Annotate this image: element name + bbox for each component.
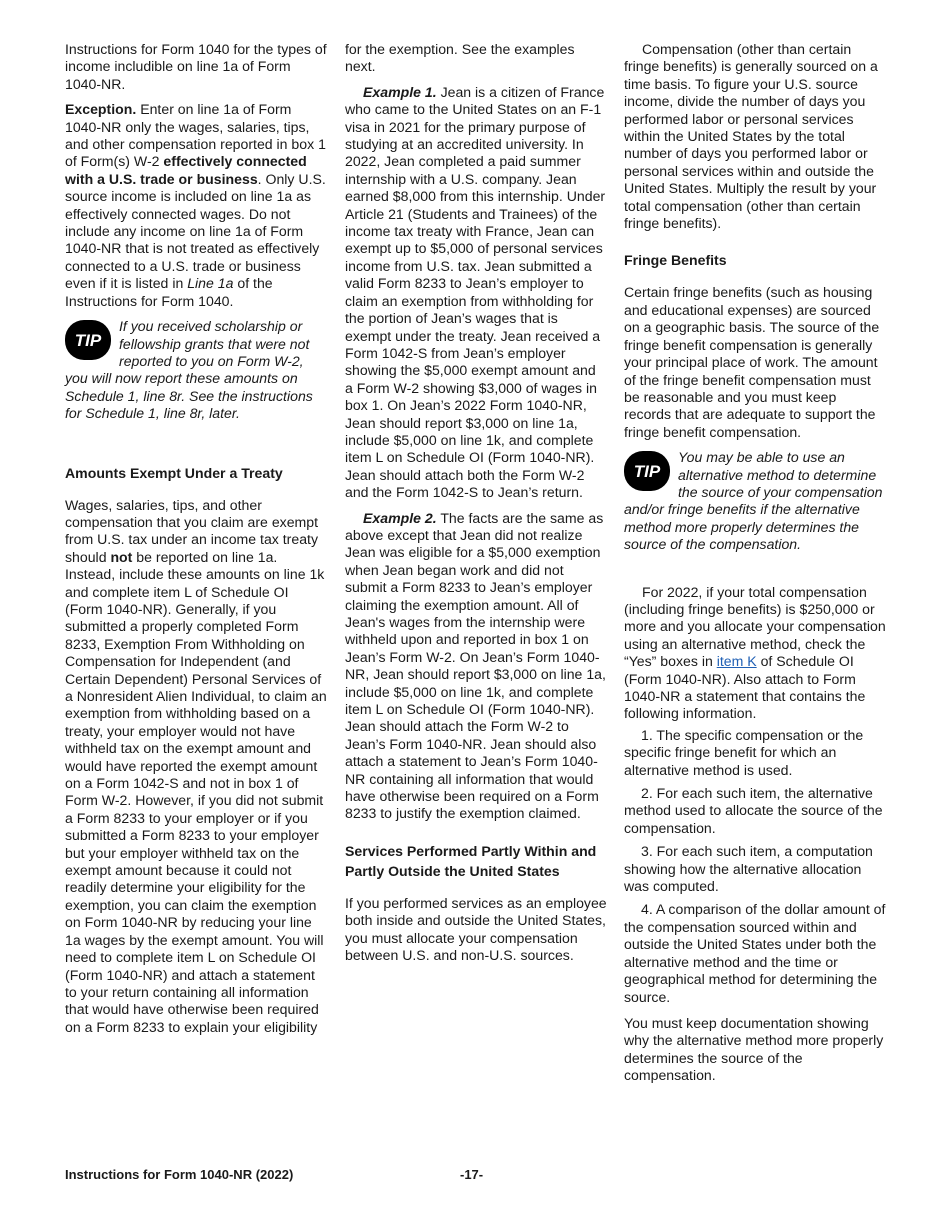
list-item: 4. A comparison of the dollar amount of the compensation sourced within and outside the United States under both the alternative method and the time or geographical method for determining the source. [624,901,886,1005]
alternative-text-b: of Schedule OI (Form 1040-NR). Also attach to Form 1040-NR a statement that contains the following information. [624,653,866,722]
alternative-text-a: For 2022, if your total compensation (including fringe benefits) is $250,000 or more and you allocate your compensation using an alternative method, check the “Yes” boxes in [624,583,886,670]
exception-italic: Line 1a [187,275,234,292]
tip-label: TIP [74,331,102,351]
paragraph-fringe: Certain fringe benefits (such as housing and educational expenses) are sourced on a geographic basis. The source of the fringe benefit compensation is generally your principal place of work. The amount of the fringe benefit compensation must be reasonable and you must keep records that are adequate to support the fringe benefit compensation. [624,284,880,440]
treaty-text-b: be reported on line 1a. Instead, include these amounts on line 1k and complete item L of Schedule OI (Form 1040-NR). Generally, if you submitted a properly completed Form 8233, Exemption From Withholding on Compensation for Independent (and Certain Dependent) Personal Services of a Nonresident Alien Individual, to claim an exemption from withholding based on a treaty, your employer would not have withheld tax on the exempt amount and would have reported the exempt amount on a Form 1042-S and not in box 1 of Form W-2. However, if you did not submit a Form 8233 to your employer or if you submitted a Form 8233 to your employer but your employer withheld tax on the exempt amount because it could not readily determine your eligibility for the exemption, you can claim the exemption on Form 1040-NR by reducing your line 1a wages by the exempt amount. You will need to complete item L on Schedule OI (Form 1040-NR) and attach a statement to your return containing all information that would have otherwise been required on a Form 8233 to explain your eligibility [65,548,327,1035]
exception-text-c: of the Instructions for Form 1040. [65,275,273,309]
tip-text: If you received scholarship or fellowship grants that were not reported to you on Form W-2, you will now report these amounts on Schedule 1, line 8r. See the instructions for Schedule 1, line 8r, later. [65,318,313,422]
exception-text-b: . Only U.S. source income is included on line 1a as effectively connected wages. Do not include any income on line 1a of Form 1040-NR that is not treated as effectively connected to a U.S. trade or business even if it is listed in [65,170,326,292]
example-2-label: Example 2. [363,509,437,526]
tip-icon [65,320,111,360]
exception-text-a: Enter on line 1a of Form 1040-NR only the wages, salaries, tips, and other compensation reported in box 1 of Form(s) W-2 [65,101,326,170]
column-3 [624,41,886,1093]
example-1-text: Jean is a citizen of France who came to the United States on an F-1 visa in 2021 for the primary purpose of studying at an accredited university. In 2022, Jean completed a paid summer internship with a U.S. company. Jean earned $8,000 from this internship. Under Article 21 (Students and Trainees) of the income tax treaty with France, Jean can exempt up to $5,000 of personal services income from U.S. tax. Jean submitted a valid Form 8233 to Jean’s employer to claim an exemption from withholding for the portion of Jean’s wages that is exempt under the treaty. Jean received a Form 1042-S from Jean’s employer showing the $5,000 exempt amount and a Form W-2 showing $3,000 of wages in box 1. On Jean’s 2022 Form 1040-NR, Jean should report $3,000 on line 1a, include $5,000 on line 1k, and complete item L on Schedule OI (Form 1040-NR). Jean should attach both the Form W-2 and the Form 1042-S to Jean’s return. [345,83,606,501]
example-2-text: The facts are the same as above except that Jean did not realize Jean was eligible for a $5,000 exemption when Jean began work and did not submit a Form 8233 to Jean’s employer claiming the exemption amount. All of Jean's wages from the internship were withheld upon and reported in box 1 on Jean’s Form W-2. On Jean’s Form 1040-NR, Jean should report $3,000 on line 1a, include $5,000 on line 1k, and complete item L on Schedule OI (Form 1040-NR). Jean should attach the Form W-2 to Jean’s Form 1040-NR. Jean should also attach a statement to Jean’s Form 1040-NR containing all information that would have otherwise been required on a Form 8233 to justify the exemption claimed. [345,509,606,822]
paragraph-example-2 [345,510,607,823]
paragraph-compensation-time: Compensation (other than certain fringe benefits) is generally sourced on a time basis. To figure your U.S. source income, divide the number of days you performed labor or personal services within the United States by the total number of days you performed labor or personal services within and outside the United States. Multiply the result by your total compensation (other than certain fringe benefits). [624,41,878,232]
list-item: 2. For each such item, the alternative method used to allocate the source of the compensation. [624,785,883,836]
heading-services-partly: Services Performed Partly Within and Partly Outside the United States [345,842,597,879]
heading-amounts-exempt: Amounts Exempt Under a Treaty [65,464,283,481]
paragraph-exemption-cont: for the exemption. See the examples next. [345,41,575,75]
paragraph-example-1 [345,84,607,502]
item-k-link[interactable]: item K [716,653,757,670]
tip-icon [624,451,670,491]
exception-label: Exception. [65,101,137,118]
heading-fringe-benefits: Fringe Benefits [624,252,727,269]
paragraph-documentation: You must keep documentation showing why the alternative method more properly determines the source of the compensation. [624,1014,884,1084]
tip-label: TIP [633,462,661,482]
list-item: 1. The specific compensation or the specific fringe benefit for which an alternative method is used. [624,726,864,778]
page-number: -17- [460,1167,484,1182]
example-1-label: Example 1. [363,83,437,100]
paragraph-exception [65,101,327,310]
column-2 [345,41,607,973]
paragraph-intro: Instructions for Form 1040 for the types of income includible on line 1a of Form 1040-NR. [65,41,327,92]
treaty-text-a: Wages, salaries, tips, and other compensation that you claim are exempt from U.S. tax under an income tax treaty should [65,496,319,565]
column-1 [65,41,327,1044]
tip-text: You may be able to use an alternative method to determine the source of your compensation and/or fringe benefits if the alternative method more properly determines the source of the compensation. [624,449,883,553]
paragraph-services: If you performed services as an employee both inside and outside the United States, you must allocate your compensation between U.S. and non-U.S. sources. [345,894,607,964]
tip-box-scholarship [65,318,327,422]
paragraph-alternative [624,584,886,723]
footer-title: Instructions for Form 1040-NR (2022) [65,1167,294,1182]
tip-box-alternative [624,449,886,553]
exception-bold: effectively connected with a U.S. trade or business [65,153,307,187]
paragraph-treaty [65,497,327,1037]
list-item: 3. For each such item, a computation showing how the alternative allocation was computed. [624,843,873,895]
treaty-bold-not: not [110,548,133,565]
